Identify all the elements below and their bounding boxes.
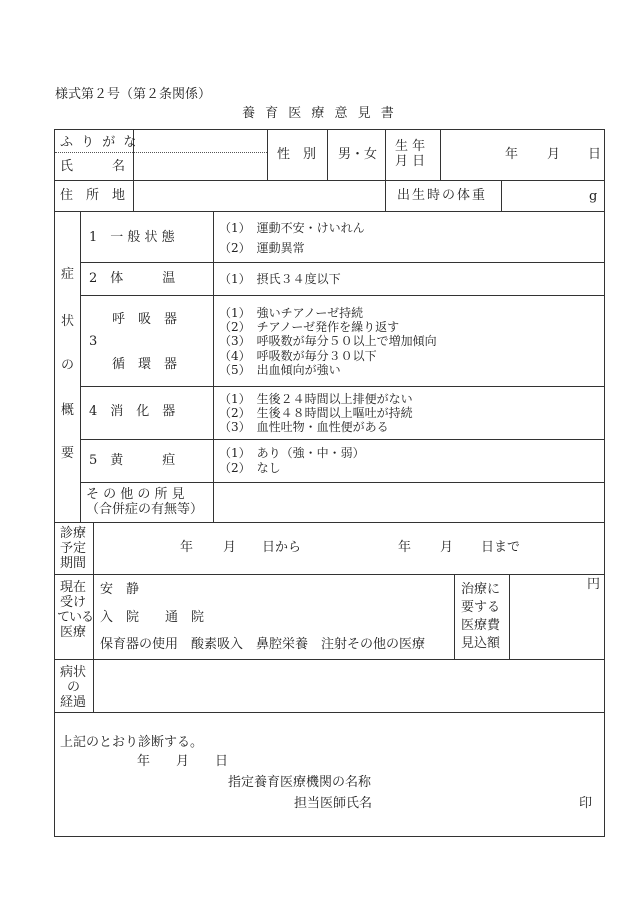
address-label: 住 所 地 — [60, 188, 126, 203]
treatment-label-1: 現在 — [60, 580, 87, 595]
sex-label: 性 別 — [277, 147, 317, 162]
side-label-1: 症 — [61, 267, 75, 282]
birth-label-2: 月 日 — [395, 154, 426, 169]
treatment-label-2: 受け — [60, 595, 87, 610]
symptom-4-opt-3: （3） 血性吐物・血性便がある — [219, 420, 389, 434]
period-from-month: 月 — [223, 540, 237, 555]
symptom-3-opt-2: （2） チアノーゼ発作を繰り返す — [219, 320, 400, 334]
birth-year: 年 — [505, 147, 519, 162]
side-label-5: 要 — [61, 446, 75, 461]
symptom-1-opt-1: （1） 運動不安・けいれん — [219, 221, 365, 235]
period-to-day: 日まで — [481, 540, 521, 555]
symptom-2-opt-1: （1） 摂氏３４度以下 — [219, 272, 341, 286]
furigana-label: ふ り が な — [60, 135, 139, 150]
name-label: 氏 名 — [60, 159, 126, 174]
symptom-1-label: 1 一 般 状 態 — [89, 230, 175, 245]
symptom-3-opt-5: （5） 出血傾向が強い — [219, 363, 341, 377]
birth-label-1: 生 年 — [395, 139, 426, 154]
period-from-year: 年 — [180, 540, 194, 555]
doctor-label: 担当医師氏名 — [294, 796, 373, 811]
form-title: 養 育 医 療 意 見 書 — [242, 106, 397, 121]
symptom-4-opt-1: （1） 生後２４時間以上排便がない — [219, 392, 413, 406]
course-label-1: 病状 — [60, 665, 87, 680]
other-findings-label: そ の 他 の 所 見 — [86, 487, 185, 502]
side-label-2: 状 — [61, 314, 75, 329]
symptom-3-opt-1: （1） 強いチアノーゼ持続 — [219, 306, 364, 320]
period-from-day: 日から — [262, 540, 302, 555]
period-label-2: 予定 — [60, 541, 87, 556]
side-label-4: 概 — [61, 403, 75, 418]
side-label-3: の — [61, 358, 75, 373]
treatment-items: 保育器の使用 酸素吸入 鼻腔栄養 注射その他の医療 — [100, 637, 426, 652]
statement-date: 年 月 日 — [137, 754, 229, 769]
sex-value: 男・女 — [338, 147, 378, 162]
symptom-4-label: 4 消 化 器 — [89, 404, 176, 419]
symptom-3-opt-3: （3） 呼吸数が毎分５０以上で増加傾向 — [219, 334, 437, 348]
birth-month: 月 — [547, 147, 561, 162]
seal-mark: 印 — [579, 796, 593, 811]
treatment-rest: 安 静 — [100, 582, 140, 597]
period-to-year: 年 — [398, 540, 412, 555]
cost-label-3: 医療費 — [461, 618, 501, 633]
symptom-1-opt-2: （2） 運動異常 — [219, 241, 305, 255]
birth-day: 日 — [588, 147, 602, 162]
other-findings-sub: （合併症の有無等） — [86, 502, 204, 517]
course-label-2: の — [67, 680, 81, 695]
treatment-label-3: ている — [57, 610, 94, 625]
treatment-label-4: 医療 — [60, 625, 87, 640]
birth-weight-label: 出生時の体重 — [397, 188, 488, 203]
period-label-3: 期間 — [60, 556, 87, 571]
cost-yen: 円 — [587, 577, 601, 592]
symptom-4-opt-2: （2） 生後４８時間以上嘔吐が持続 — [219, 406, 413, 420]
period-to-month: 月 — [440, 540, 454, 555]
symptom-3-opt-4: （4） 呼吸数が毎分３０以下 — [219, 349, 377, 363]
statement: 上記のとおり診断する。 — [60, 735, 204, 750]
cost-label-1: 治療に — [461, 582, 501, 597]
symptom-5-opt-2: （2） なし — [219, 461, 281, 475]
treatment-hospital: 入 院 通 院 — [100, 610, 205, 625]
symptom-5-opt-1: （1） あり（強・中・弱） — [219, 446, 365, 460]
form-number: 様式第２号（第２条関係） — [55, 87, 212, 102]
cost-label-2: 要する — [461, 600, 501, 615]
symptom-2-label: 2 体 温 — [89, 271, 176, 286]
symptom-3-number: 3 — [89, 334, 98, 349]
course-label-3: 経過 — [60, 695, 87, 710]
symptom-5-label: 5 黄 疸 — [89, 453, 176, 468]
cost-label-4: 見込額 — [461, 636, 501, 651]
symptom-3-label-a: 呼 吸 器 — [112, 312, 178, 327]
symptom-3-label-b: 循 環 器 — [112, 357, 178, 372]
weight-unit: g — [589, 189, 598, 204]
institution-label: 指定養育医療機関の名称 — [228, 775, 372, 790]
period-label-1: 診療 — [60, 526, 87, 541]
